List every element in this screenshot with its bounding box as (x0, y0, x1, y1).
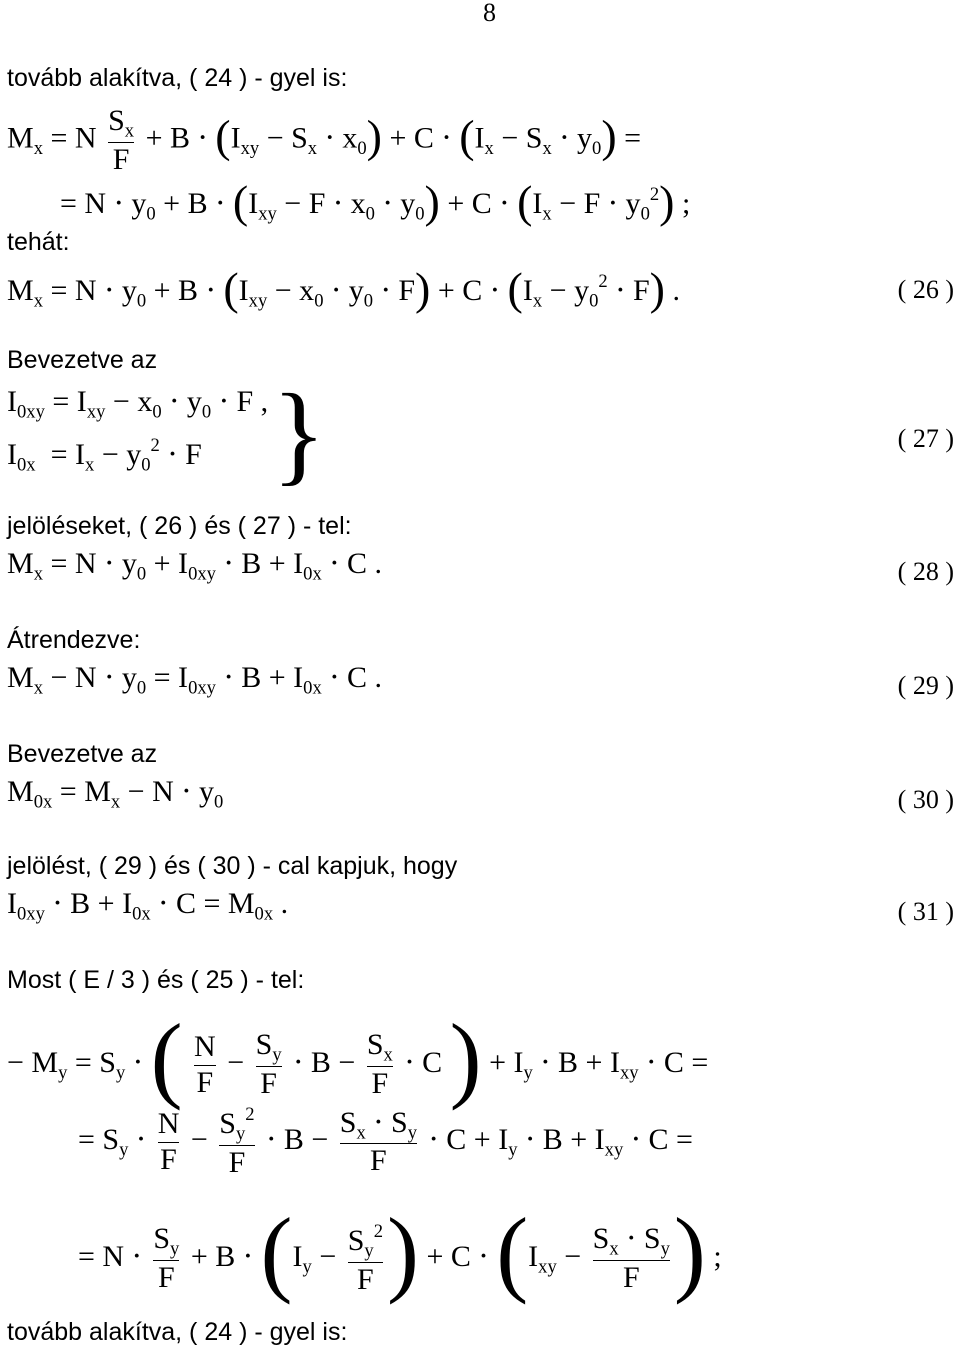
equation-number-27: ( 27 ) (897, 424, 954, 453)
jelolesek-text: jelöléseket, ( 26 ) és ( 27 ) - tel: (7, 512, 352, 540)
equation-number-30: ( 30 ) (897, 785, 954, 814)
tehat-label: tehát: (7, 228, 70, 256)
bevezetve-label-2: Bevezetve az (7, 740, 158, 768)
equation-31: $I_{0xy} \cdot B + I_{0x} \cdot C = M_{0x}$ . (7, 887, 289, 925)
right-brace: } (272, 372, 326, 496)
equation-mx-line1: $M_x = N$ $\frac{S_x}{F}$ + $B \cdot (I_{xy} - S_x \cdot x_0) + C \cdot (I_x - S_x \cdot y_0)$ = (7, 104, 642, 176)
equation-number-26: ( 26 ) (897, 275, 954, 304)
equation-29: $M_x - N \cdot y_0 = I_{0xy} \cdot B + I_{0x} \cdot C$ . (7, 661, 383, 699)
page-number: 8 (483, 0, 496, 27)
equation-number-29: ( 29 ) (897, 671, 954, 700)
equation-number-28: ( 28 ) (897, 557, 954, 586)
equation-26: $M_x = N \cdot y_0 + B \cdot (I_{xy} - x_0 \cdot y_0 \cdot F) + C \cdot (I_x - y_0^2 \cdot F)$ . (7, 263, 680, 314)
equation-27-line2: $I_{0x} = I_x - y_0^2 \cdot F$ (7, 435, 202, 476)
equation-mx-line2: = $N \cdot y_0 + B \cdot (I_{xy} - F \cdot x_0 \cdot y_0) + C \cdot (I_x - F \cdot y_0^2)$ ; (60, 176, 691, 227)
equation-number-31: ( 31 ) (897, 897, 954, 926)
equation-28: $M_x = N \cdot y_0 + I_{0xy} \cdot B + I_{0x} \cdot C$ . (7, 547, 383, 585)
equation-my-line3: = N ⋅ $\frac{S_y}{F}$ + $B \cdot (I_y$ − $\frac{S_y^2}{F}$ ) + $C \cdot (I_{xy}$ − $\frac{S_x \cdot S_y}{F}$ ) ; (78, 1198, 722, 1305)
equation-30: $M_{0x} = M_x - N \cdot y_0$ (7, 775, 224, 813)
most-text: Most ( E / 3 ) és ( 25 ) - tel: (7, 966, 305, 994)
jelolest-text: jelölést, ( 29 ) és ( 30 ) - cal kapjuk, hogy (7, 852, 458, 880)
intro-text: tovább alakítva, ( 24 ) - gyel is: (7, 64, 348, 92)
equation-27-line1: $I_{0xy} = I_{xy} - x_0 \cdot y_0 \cdot F$ , (7, 385, 269, 423)
equation-my-line1: − $M_y = S_y$ ⋅ ( $\frac{N}{F}$ − $\frac{S_y}{F}$ ⋅ B − $\frac{S_x}{F}$ ⋅ C ) + $I_y \cdot B + I_{xy} \cdot C$ = (7, 1004, 709, 1111)
bevezetve-label-1: Bevezetve az (7, 346, 158, 374)
equation-my-line2: = $S_y$ ⋅ $\frac{N}{F}$ − $\frac{S_y^2}{F}$ ⋅ B − $\frac{S_x \cdot S_y}{F}$ ⋅ $C + I_y \cdot B + I_{xy} \cdot C$ = (78, 1104, 693, 1179)
intro-text-2: tovább alakítva, ( 24 ) - gyel is: (7, 1318, 348, 1346)
atrendezve-label: Átrendezve: (7, 626, 141, 654)
